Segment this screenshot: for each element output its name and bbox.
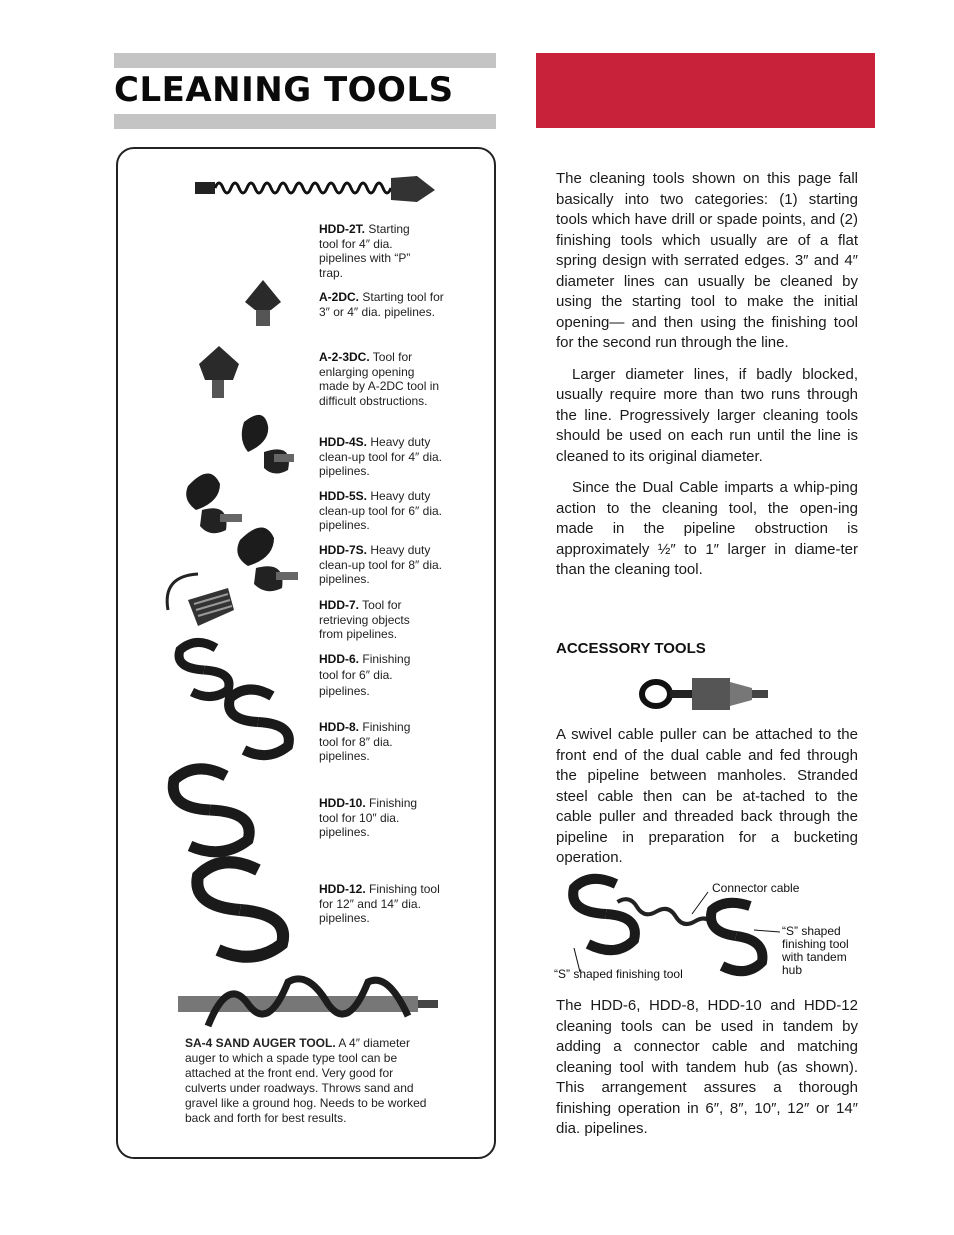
tool-code: HDD-12. — [319, 882, 366, 896]
tool-code: HDD-6. — [319, 652, 360, 666]
hdd-2t-spring-tool-image — [195, 172, 435, 206]
hdd-8-finishing-tool-image — [218, 686, 300, 762]
tool-description: Starting tool for 4″ dia. pipelines with “P” trap. — [319, 222, 411, 280]
tool-code: A-2DC. — [319, 290, 360, 304]
tool-entry-hdd-7 — [319, 598, 431, 642]
tool-entry-hdd-2t — [319, 222, 429, 280]
paragraph-larger-lines: Larger diameter lines, if badly blocked, usually require more than two runs through the line. Progressively larger cleaning tools should be used on each run until the line is cleaned to its original diameter. — [556, 365, 858, 465]
hdd-7-retriever-tool-image — [158, 570, 248, 640]
tool-description: Heavy duty clean-up tool for 8″ dia. pipelines. — [319, 543, 442, 586]
tool-entry-hdd-8 — [319, 720, 425, 764]
tool-code: HDD-10. — [319, 796, 366, 810]
tool-entry-hdd-12 — [319, 882, 449, 926]
label-connector-cable: Connector cable — [712, 881, 800, 895]
paragraph-categories: The cleaning tools shown on this page fall basically into two categories: (1) starting tools which have drill or spade points, and (2) finishing tools which usually are of a flat spring design with serrated edges. 3″ and 4″ diameter lines can usually be cleaned by using the starting tool to make the initial opening— and then using the finishing tool for the second run through the line. — [556, 170, 858, 351]
paragraph-whipping-action: Since the Dual Cable imparts a whip-ping action to the cleaning tool, the open-ing made in the pipeline obstruction is approximately ½″ to 1″ larger in diame-ter than the cleaning tool. — [556, 479, 858, 578]
tool-entry-hdd-7s — [319, 543, 447, 587]
tool-entry-sa-4 — [185, 1036, 435, 1126]
tool-description: Finishing tool for 10″ dia. pipelines. — [319, 796, 418, 839]
swivel-cable-puller-image — [640, 672, 770, 716]
page-title: CLEANING TOOLS — [114, 70, 454, 110]
accessory-text — [556, 725, 858, 869]
tool-description: Finishing tool for 6″ dia. pipelines. — [319, 652, 411, 698]
tool-description: Tool for retrieving objects from pipelines. — [319, 598, 410, 641]
red-accent-box — [536, 53, 875, 128]
header-bottom-bar — [114, 114, 496, 129]
tool-description: Finishing tool for 12″ and 14″ dia. pipelines. — [319, 882, 440, 925]
sa-4-sand-auger-image — [178, 976, 440, 1032]
tool-description: Heavy duty clean-up tool for 4″ dia. pipelines. — [319, 435, 442, 478]
tool-entry-hdd-10 — [319, 796, 431, 840]
tool-code: HDD-7. — [319, 598, 360, 612]
tool-entry-hdd-5s — [319, 489, 447, 533]
tool-code: HDD-8. — [319, 720, 360, 734]
tool-entry-a-2-3dc — [319, 350, 441, 408]
hdd-10-finishing-tool-image — [160, 764, 264, 860]
label-s-shaped-tool-with-hub: “S” shaped finishing tool with tandem hub — [782, 924, 849, 977]
tool-code: HDD-4S. — [319, 435, 368, 449]
hdd-12-finishing-tool-image — [184, 856, 300, 966]
tool-code: SA-4 SAND AUGER TOOL. — [185, 1036, 336, 1050]
a-2dc-spade-tool-image — [243, 280, 283, 330]
tool-description: Heavy duty clean-up tool for 6″ dia. pipelines. — [319, 489, 442, 532]
paragraph-cable-puller: A swivel cable puller can be attached to the front end of the dual cable and fed through the pipeline between manholes. Stranded steel cable then can be at-tached to the cable puller and threaded back through the pipeline in preparation for a bucketing operation. — [556, 726, 858, 866]
tool-description: Starting tool for 3″ or 4″ dia. pipelines. — [319, 290, 444, 319]
a-2-3dc-tool-image — [197, 346, 241, 402]
tool-code: HDD-2T. — [319, 222, 366, 236]
tool-description: A 4″ diameter auger to which a spade type tool can be attached at the front end. Very good for culverts under roadways. Throws sand and gravel like a ground hog. Needs to be worked back and forth for best results. — [185, 1036, 427, 1125]
tool-code: HDD-5S. — [319, 489, 368, 503]
paragraph-tandem-use: The HDD-6, HDD-8, HDD-10 and HDD-12 cleaning tools can be used in tandem by adding a connector cable and matching cleaning tool with tandem hub (as shown). This arrangement assures a thorough finishing operation in 6″, 8″, 10″, 12″ or 14″ dia. pipelines. — [556, 997, 858, 1137]
tool-entry-hdd-4s — [319, 435, 447, 479]
tandem-text — [556, 996, 858, 1140]
tool-code: A-2-3DC. — [319, 350, 370, 364]
tool-entry-a-2dc — [319, 290, 447, 319]
tool-description: Finishing tool for 8″ dia. pipelines. — [319, 720, 411, 763]
label-s-shaped-tool: “S” shaped finishing tool — [554, 967, 683, 981]
intro-text — [556, 169, 858, 581]
header-top-bar — [114, 53, 496, 68]
tool-description: Tool for enlarging opening made by A-2DC tool in difficult obstructions. — [319, 350, 440, 408]
accessory-tools-heading: ACCESSORY TOOLS — [556, 640, 706, 657]
tool-entry-hdd-6 — [319, 651, 425, 699]
tool-code: HDD-7S. — [319, 543, 368, 557]
